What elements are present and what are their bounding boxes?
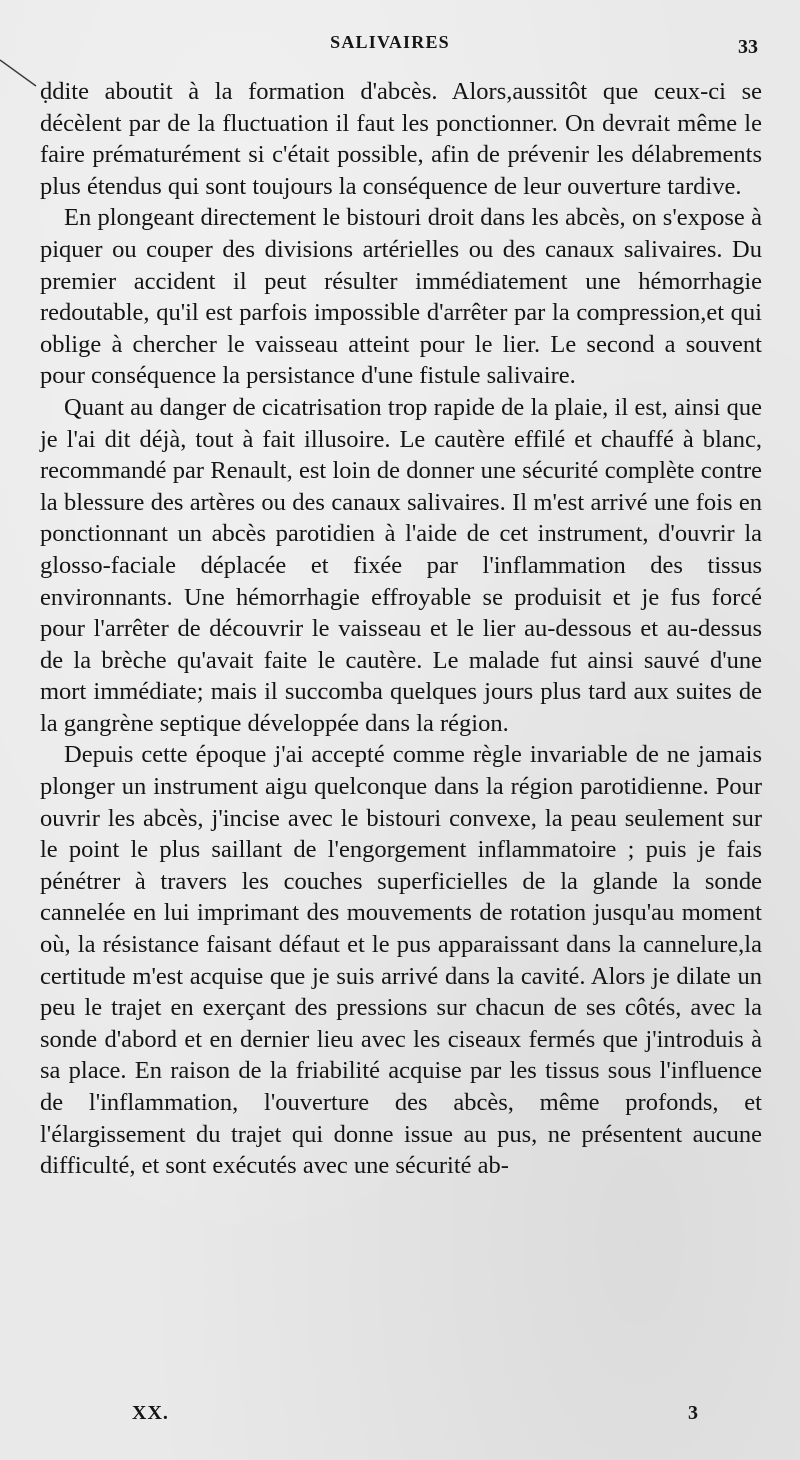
paragraph-2: En plongeant directement le bistouri droit dans les abcès, on s'expose à piquer ou couper des divisions artérielles ou des canaux salivaires. Du premier accident il peut résulter immédiatement une hémorrhagie redoutable, qu'il est parfois impossible d'arrêter par la compression,et qui oblige à chercher le vaisseau atteint pour le lier. Le second a souvent pour conséquence la persistance d'une fistule salivaire. — [40, 204, 762, 390]
paragraph-3: Quant au danger de cicatrisation trop rapide de la plaie, il est, ainsi que je l'ai dit déjà, tout à fait illusoire. Le cautère effilé et chauffé à blanc, recommandé par Renault, est loin de donner une sécurité complète contre la blessure des artères ou des canaux salivaires. Il m'est arrivé une fois en ponctionnant un abcès parotidien à l'aide de cet instrument, d'ouvrir la glosso-faciale déplacée et fixée par l'inflammation des tissus environnants. Une hémorrhagie effroyable se produisit et je fus forcé pour l'arrêter de découvrir le vaisseau et le lier au-dessous et au-dessus de la brèche qu'avait faite le cautère. Le malade fut ainsi sauvé d'une mort immédiate; mais il succomba quelques jours plus tard aux suites de la gangrène septique développée dans la région. — [40, 393, 762, 737]
page-footer — [0, 1402, 800, 1432]
paragraph-4: Depuis cette époque j'ai accepté comme règle invariable de ne jamais plonger un instrument aigu quelconque dans la région parotidienne. Pour ouvrir les abcès, j'incise avec le bistouri convexe, la peau seulement sur le point le plus saillant de l'engorgement inflammatoire ; puis je fais pénétrer à travers les couches superficielles de la glande la sonde cannelée en lui imprimant des mouvements de rotation jusqu'au moment où, la résistance faisant défaut et le pus apparaissant dans la cannelure,la certitude m'est acquise que je suis arrivé dans la cavité. Alors je dilate un peu le trajet en exerçant des pressions sur chacun de ses côtés, avec la sonde d'abord et en dernier lieu avec les ciseaux fermés que j'introduis à sa place. En raison de la friabilité acquise par les tissus sous l'influence de l'inflammation, l'ouverture des abcès, même profonds, et l'élargissement du trajet qui donne issue au pus, ne présentent aucune difficulté, et sont exécutés avec une sécurité ab- — [40, 741, 762, 1180]
body-text — [40, 76, 762, 1182]
signature-mark: XX. — [132, 1402, 169, 1424]
signature-number: 3 — [688, 1402, 698, 1424]
paragraph-1: ḍdite aboutit à la formation d'abcès. Alors,aussitôt que ceux-ci se décèlent par de la fluctuation il faut les ponctionner. On devrait même le faire prématurément si c'était possible, afin de prévenir les délabrements plus étendus qui sont toujours la conséquence de leur ouverture tardive. — [40, 78, 762, 200]
running-title: SALIVAIRES — [330, 32, 450, 52]
page-number: 33 — [738, 36, 758, 58]
page-header — [0, 30, 800, 64]
